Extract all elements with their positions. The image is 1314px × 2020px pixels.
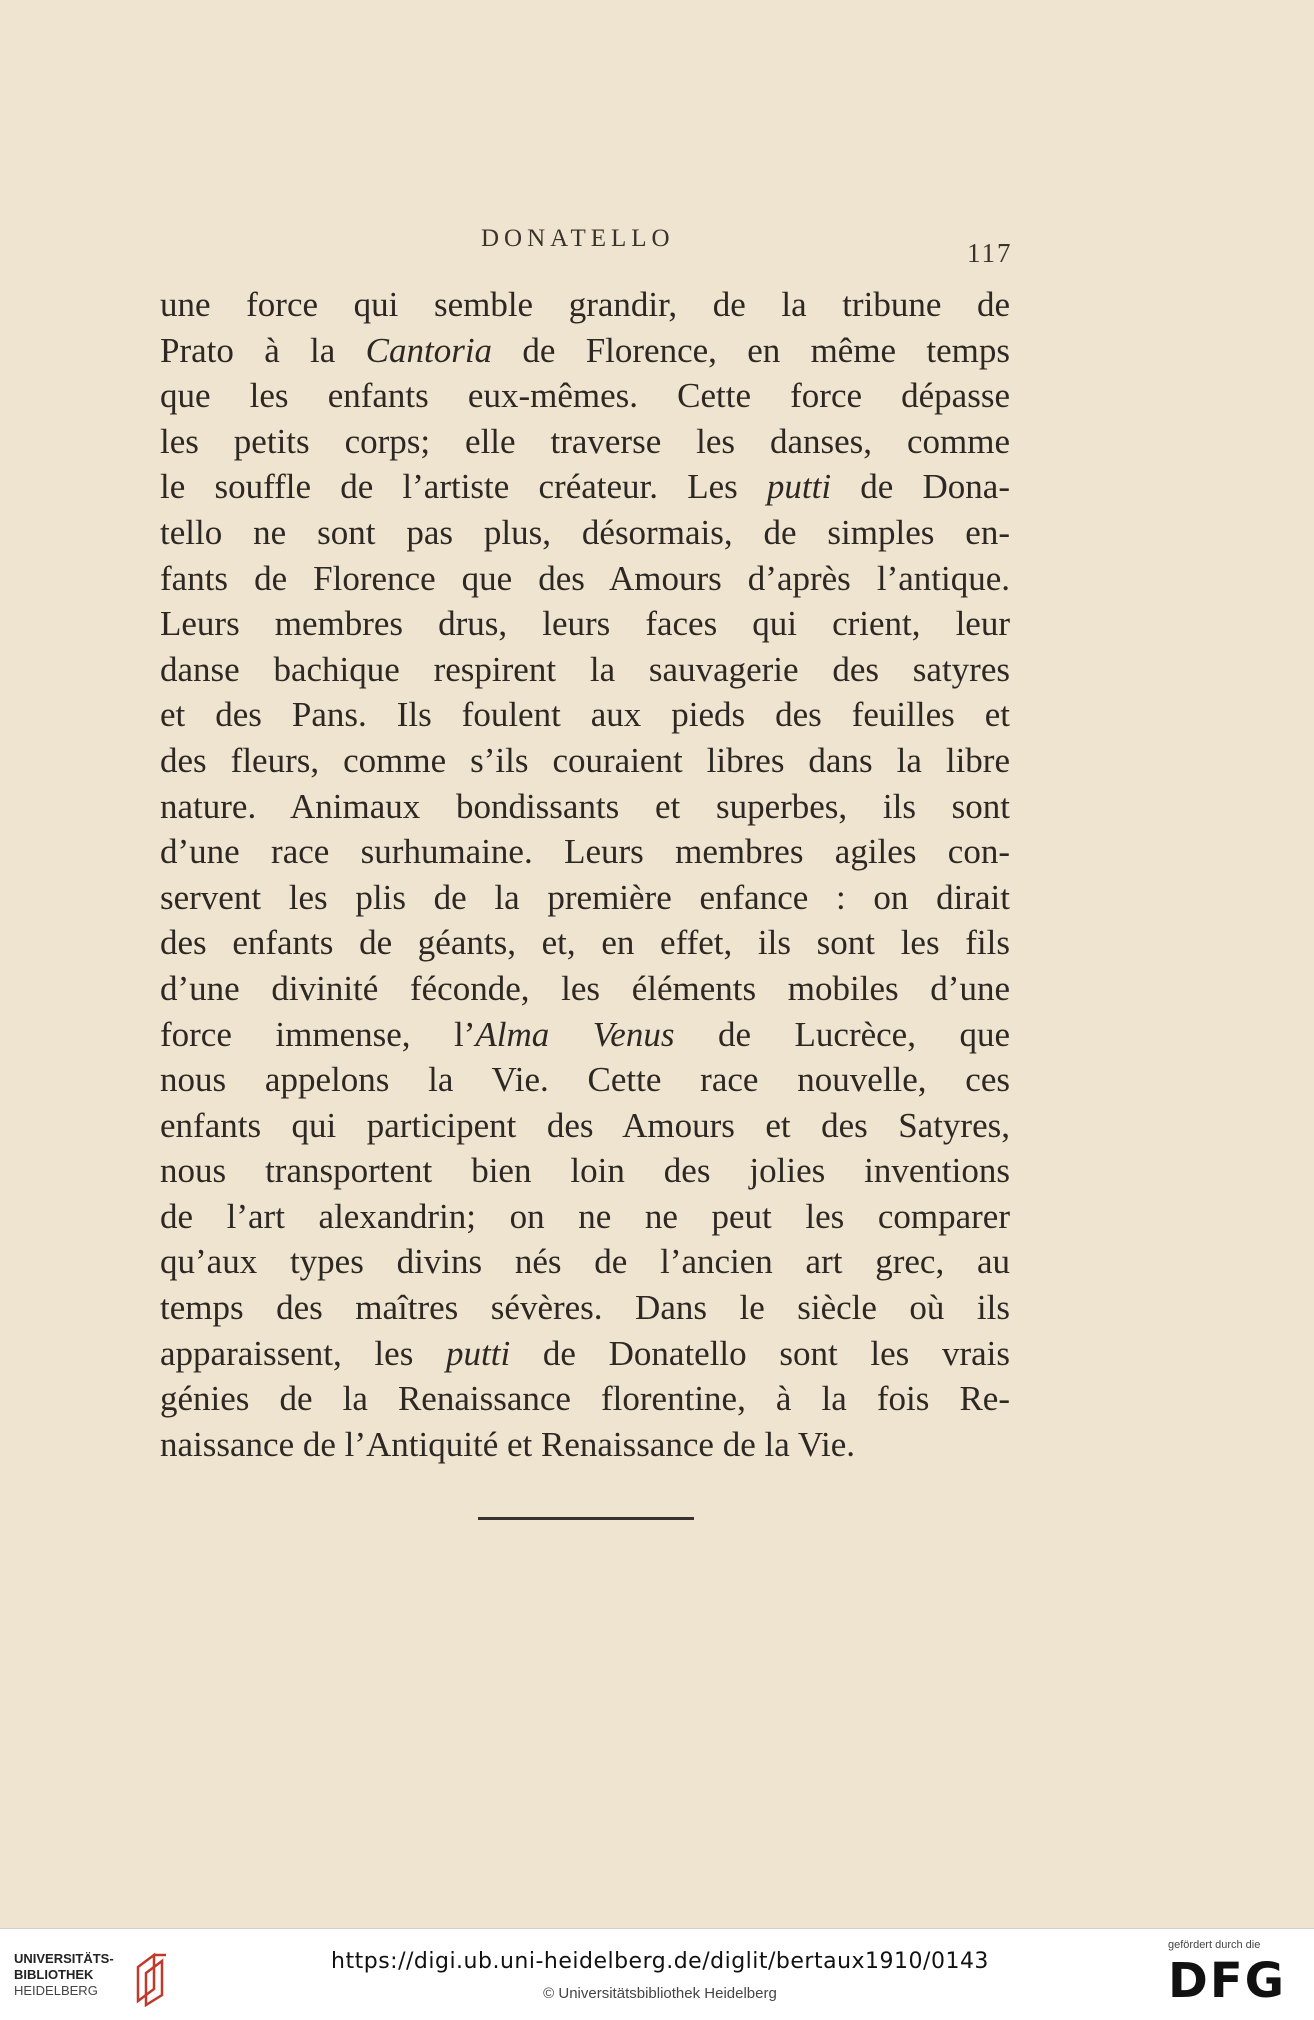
- page-number: 117: [967, 238, 1013, 268]
- text-run: le souffle de l’artiste créateur. Les: [160, 467, 767, 507]
- text-run: fants de Florence que des Amours d’après l’antique.: [160, 558, 1010, 598]
- text-line: [160, 1148, 1010, 1194]
- dfg-logo-text: DFG: [1168, 1953, 1287, 2009]
- text-run: enfants qui participent des Amours et des Satyres,: [160, 1105, 1010, 1145]
- text-line: [160, 328, 1010, 374]
- dfg-logo[interactable]: [1168, 1953, 1298, 2009]
- italic-term: putti: [766, 467, 832, 507]
- text-run: apparaissent, les: [160, 1333, 447, 1373]
- text-line: [160, 738, 1010, 784]
- text-run: Prato à la: [160, 330, 366, 370]
- library-name: [14, 1951, 114, 1999]
- text-line: [160, 1057, 1010, 1103]
- text-line: [160, 601, 1010, 647]
- text-line: [160, 1103, 1010, 1149]
- text-line: [160, 920, 1010, 966]
- text-run: et des Pans. Ils foulent aux pieds des feuilles et: [160, 695, 1010, 735]
- text-line: [160, 875, 1010, 921]
- text-line: [160, 692, 1010, 738]
- text-line: [160, 1331, 1010, 1377]
- text-line: [160, 1194, 1010, 1240]
- library-name-line: UNIVERSITÄTS-: [14, 1951, 114, 1966]
- text-run: nous appelons la Vie. Cette race nouvelle, ces: [160, 1060, 1010, 1100]
- text-run: Leurs membres drus, leurs faces qui crient, leur: [160, 604, 1010, 644]
- text-run: naissance de l’Antiquité et Renaissance de la Vie.: [160, 1424, 856, 1464]
- text-run: servent les plis de la première enfance : on dirait: [160, 877, 1010, 917]
- text-line: [160, 1285, 1010, 1331]
- text-run: nous transportent bien loin des jolies inventions: [160, 1151, 1010, 1191]
- library-name-line: BIBLIOTHEK: [14, 1967, 94, 1982]
- text-line: [160, 829, 1010, 875]
- text-line: [160, 1012, 1010, 1058]
- italic-term: Cantoria: [365, 330, 493, 370]
- text-line: [160, 556, 1010, 602]
- text-line: [160, 510, 1010, 556]
- text-run: génies de la Renaissance florentine, à la fois Re-: [160, 1379, 1010, 1419]
- library-emblem-icon: [132, 1951, 172, 2007]
- viewer-footer: [0, 1928, 1314, 2020]
- text-run: des enfants de géants, et, en effet, ils sont les fils: [160, 923, 1010, 963]
- text-line: [160, 419, 1010, 465]
- text-run: des fleurs, comme s’ils couraient libres dans la libre: [160, 740, 1010, 780]
- text-run: une force qui semble grandir, de la tribune de: [160, 285, 1010, 324]
- text-run: nature. Animaux bondissants et superbes, ils sont: [160, 786, 1010, 826]
- end-of-section-rule: [478, 1517, 694, 1520]
- text-run: d’une divinité féconde, les éléments mobiles d’une: [160, 968, 1010, 1008]
- running-head: DONATELLO: [481, 225, 675, 252]
- text-line: [160, 373, 1010, 419]
- text-run: de Lucrèce, que: [674, 1014, 1011, 1054]
- text-run: de l’art alexandrin; on ne ne peut les comparer: [160, 1196, 1010, 1236]
- text-run: de Florence, en même temps: [492, 330, 1010, 370]
- text-run: temps des maîtres sévères. Dans le siècle où ils: [160, 1288, 1010, 1328]
- text-line: [160, 784, 1010, 830]
- text-line: [160, 1422, 1010, 1468]
- body-text: [160, 282, 1010, 1467]
- text-run: de Dona-: [831, 467, 1010, 507]
- text-run: d’une race surhumaine. Leurs membres agiles con-: [160, 832, 1010, 872]
- italic-term: putti: [446, 1333, 511, 1373]
- text-run: tello ne sont pas plus, désormais, de simples en-: [160, 512, 1010, 552]
- text-run: les petits corps; elle traverse les danses, comme: [160, 421, 1010, 461]
- text-line: [160, 966, 1010, 1012]
- text-line: [160, 647, 1010, 693]
- text-run: danse bachique respirent la sauvagerie des satyres: [160, 649, 1010, 689]
- text-line: [160, 1239, 1010, 1285]
- text-line: [160, 1376, 1010, 1422]
- copyright-notice: © Universitätsbibliothek Heidelberg: [543, 1985, 777, 2002]
- text-run: que les enfants eux-mêmes. Cette force dépasse: [160, 376, 1010, 416]
- permalink-url[interactable]: https://digi.ub.uni-heidelberg.de/diglit/bertaux1910/0143: [331, 1949, 989, 1974]
- text-run: de Donatello sont les vrais: [510, 1333, 1010, 1373]
- library-name-line: HEIDELBERG: [14, 1983, 98, 1998]
- italic-term: Alma Venus: [475, 1014, 675, 1054]
- text-run: force immense, l’: [160, 1014, 476, 1054]
- university-library-logo[interactable]: [14, 1951, 164, 2007]
- text-line: [160, 282, 1010, 328]
- text-run: qu’aux types divins nés de l’ancien art grec, au: [160, 1242, 1010, 1282]
- funder-caption: gefördert durch die: [1168, 1939, 1261, 1951]
- text-line: [160, 464, 1010, 510]
